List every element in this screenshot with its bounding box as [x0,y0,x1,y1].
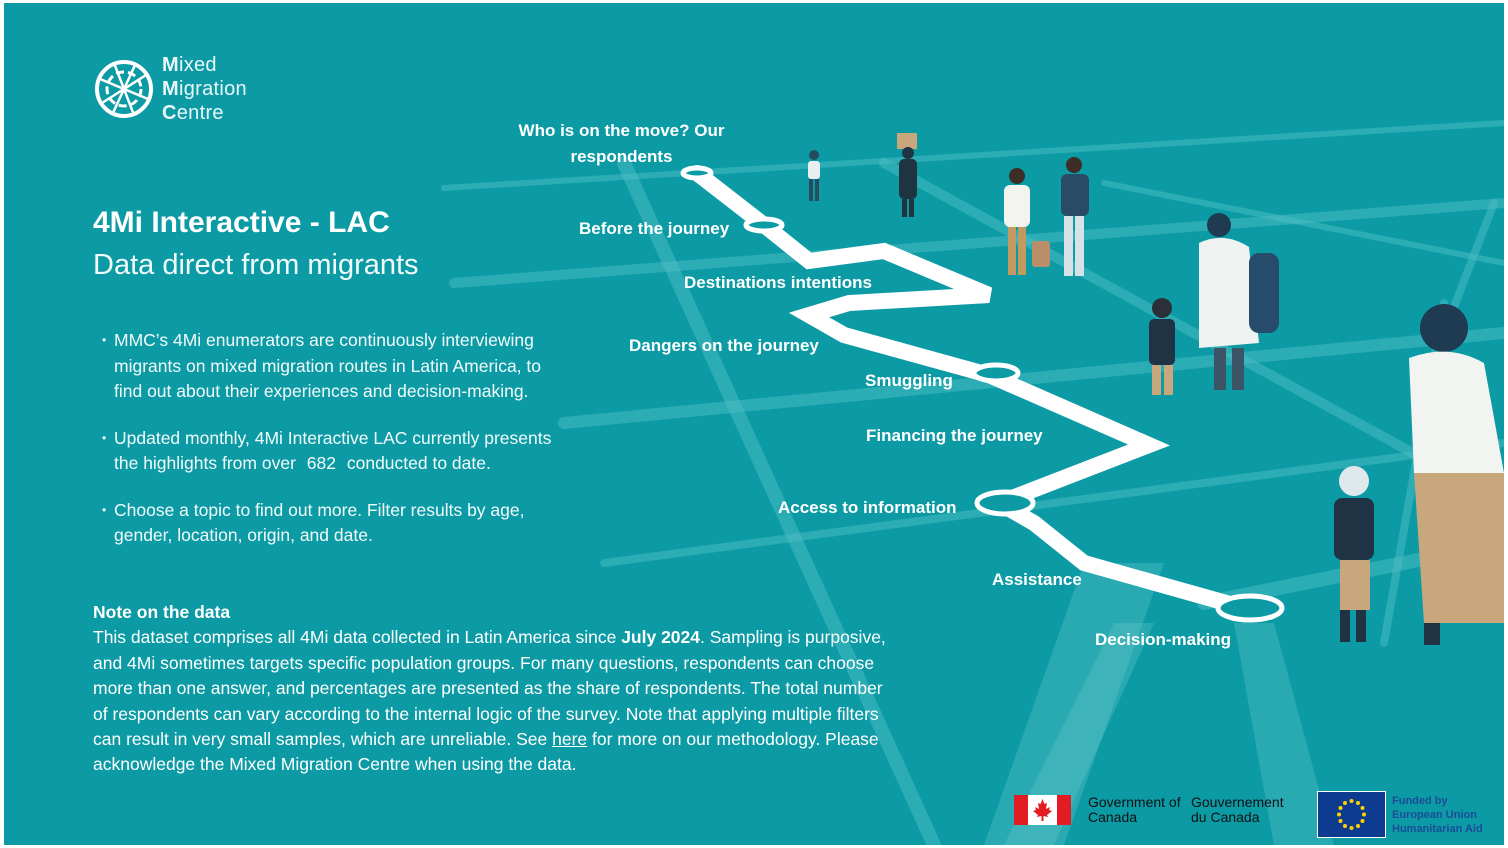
bullet-dot-icon: • [102,333,107,347]
mmc-logo[interactable] [92,53,282,127]
topic-access-to-information[interactable]: Access to information [778,498,957,517]
note-body [93,625,893,777]
eu-flag-icon [1317,791,1386,838]
eu-text-line: Humanitarian Aid [1392,823,1483,835]
bullet-item [102,498,572,549]
topic-destinations-intentions[interactable]: Destinations intentions [684,273,872,292]
topic-assistance[interactable]: Assistance [992,570,1082,589]
landing-page [4,3,1504,845]
page-subtitle: Data direct from migrants [93,249,419,281]
topic-dangers-on-the-journey[interactable]: Dangers on the journey [629,336,819,355]
logo-initial: M [162,78,179,100]
canada-flag-icon [1014,795,1071,825]
topic-smuggling[interactable]: Smuggling [865,371,953,390]
eu-text-line: Funded by [1392,795,1448,807]
respondent-count: 682 [306,453,336,473]
note-text: . Sampling is purposive, and 4Mi sometimes targets specific population groups. For many questions, respondents can choose more than one answer, and percentages are presented as the share of respondents. The total number of respondents can vary according to the internal logic of the survey. Note that applying multiple filters can result in very small samples, which are unreliable. See [93,627,886,750]
note-heading: Note on the data [93,602,231,622]
gov-canada-en: Government of Canada [1088,794,1181,825]
logo-initial: C [162,102,177,124]
gov-canada-fr: Gouvernement du Canada [1191,794,1284,825]
note-date: July 2024 [621,627,700,648]
bullet-text: conducted to date. [346,453,491,473]
maple-leaf-icon [1032,798,1053,822]
logo-word: ixed [178,54,217,76]
bullet-text: Choose a topic to find out more. Filter results by age, gender, location, origin, and date. [114,499,525,545]
bullet-item [102,328,572,405]
bullet-text: Updated monthly, 4Mi Interactive LAC currently presents the highlights from over [114,427,552,473]
eu-text-line: European Union [1392,809,1477,821]
logo-word: igration [178,78,247,100]
intro-bullets [102,328,572,570]
topic-who-is-on-the-move[interactable]: Who is on the move? Our respondents [518,121,725,166]
note-text: This dataset comprises all 4Mi data collected in Latin America since [93,627,617,648]
bullet-dot-icon: • [102,430,107,445]
bullet-dot-icon: • [102,502,107,517]
funders-bar [1014,791,1494,841]
page-title: 4Mi Interactive - LAC [93,206,390,239]
bullet-text: MMC’s 4Mi enumerators are continuously interviewing migrants on mixed migration routes in Latin America, to find out about their experiences and decision-making. [114,330,541,401]
data-note [93,600,893,778]
eu-funding-text [1392,794,1483,836]
topic-decision-making[interactable]: Decision-making [1095,630,1232,649]
migrant-figure [808,150,820,201]
topic-financing-the-journey[interactable]: Financing the journey [866,426,1043,445]
topic-before-the-journey[interactable]: Before the journey [579,219,730,238]
bullet-item [102,426,572,477]
logo-wordmark [162,53,247,125]
logo-word: entre [176,102,224,124]
globe-icon [92,57,156,121]
logo-initial: M [162,54,179,76]
methodology-link[interactable]: here [552,729,588,750]
note-text: for more on our methodology. Please acknowledge the Mixed Migration Centre when using the data. [93,729,879,775]
